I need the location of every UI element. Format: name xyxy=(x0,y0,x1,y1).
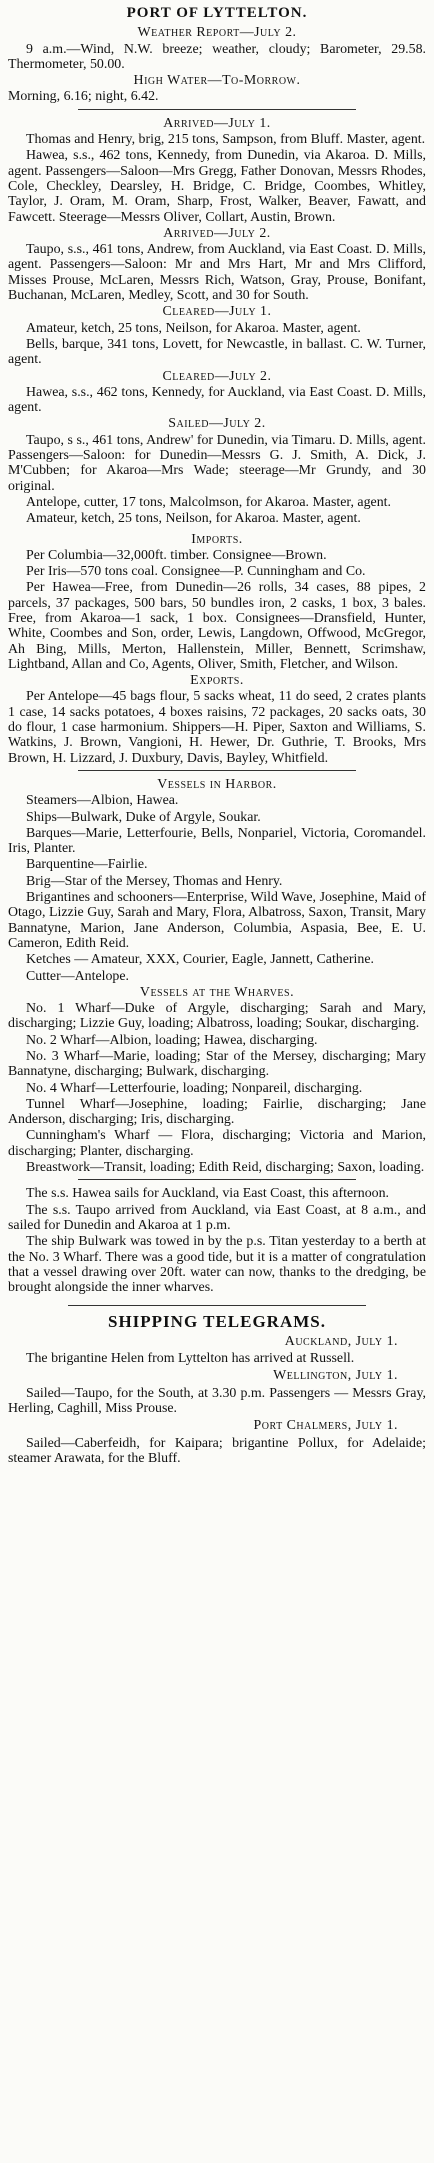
wharf-entry: No. 1 Wharf—Duke of Argyle, discharging; Sarah and Mary, discharging; Lizzie Guy, loading; Albatross, loading; Soukar, discharging. xyxy=(8,1001,426,1032)
shipping-entry: Taupo, s.s., 461 tons, Andrew, from Auckland, via East Coast. D. Mills, agent. Passengers—Saloon: Mr and Mrs Hart, Mr and Mrs Clifford, Misses Prouse, McLaren, Messrs Rich, Watson, Gray, Prouse, Bonifant, Buchanan, McLaren, Medley, Scott, and 30 for South. xyxy=(8,242,426,304)
vessel-list-entry: Barquentine—Fairlie. xyxy=(26,857,148,873)
shipping-entry: Amateur, ketch, 25 tons, Neilson, for Akaroa. Master, agent. xyxy=(26,320,361,336)
wharf-entry: Cunningham's Wharf — Flora, discharging; Victoria and Marion, discharging; Planter, discharging. xyxy=(8,1128,426,1159)
telegram-port-chalmers xyxy=(8,1418,426,1466)
sailed-heading: Sailed—July 2. xyxy=(168,416,266,432)
shipping-entry: Hawea, s.s., 462 tons, Kennedy, for Auckland, via East Coast. D. Mills, agent. xyxy=(8,384,426,416)
divider xyxy=(68,1305,366,1306)
vessels-in-harbor-heading: Vessels in Harbor. xyxy=(157,776,277,792)
high-water-heading: High Water—To-Morrow. xyxy=(133,73,301,89)
shipping-telegrams-title: SHIPPING TELEGRAMS. xyxy=(107,1312,326,1332)
sailed-section xyxy=(8,416,426,526)
arrived-july-1-heading: Arrived—July 1. xyxy=(163,115,271,131)
import-entry: Per Hawea—Free, from Dunedin—26 rolls, 34 cases, 88 pipes, 2 parcels, 37 packages, 500 bars, 50 bundles iron, 2 casks, 1 box, 3 bales. Free, from Akaroa—1 sack, 1 box. Consignees—Dransfield, Hunter, White, Coombes and Son, order, Lewis, Langdown, Offwood, McGregor, Ah Bing, Mills, Merton, Hallenstein, Miller, Bennett, Scrimshaw, Lightband, Allan and Co, Agents, Oliver, Smith, Fletcher, and Wilson. xyxy=(8,580,426,672)
weather-heading: Weather Report—July 2. xyxy=(137,25,297,41)
vessels-at-wharves-heading: Vessels at the Wharves. xyxy=(139,984,295,1000)
weather-line: 9 a.m.—Wind, N.W. breeze; weather, cloudy; Barometer, 29.58. Thermometer, 50.00. xyxy=(8,41,426,72)
shipping-entry: Antelope, cutter, 17 tons, Malcolmson, for Akaroa. Master, agent. xyxy=(26,494,391,510)
wharf-entry: Tunnel Wharf—Josephine, loading; Fairlie, discharging; Jane Anderson, discharging; Iris, discharging. xyxy=(8,1096,426,1128)
shipping-entry: Bells, barque, 341 tons, Lovett, for Newcastle, in ballast. C. W. Turner, agent. xyxy=(8,336,426,368)
telegram-auckland xyxy=(8,1334,426,1367)
arrived-july-2-heading: Arrived—July 2. xyxy=(163,225,271,241)
cleared-july-2-heading: Cleared—July 2. xyxy=(162,368,272,384)
telegram-wellington xyxy=(8,1368,426,1416)
import-entry: Per Iris—570 tons coal. Consignee—P. Cunningham and Co. xyxy=(26,564,366,580)
vessels-at-wharves-section xyxy=(8,985,426,1176)
cleared-july-2-section xyxy=(8,369,426,416)
arrived-july-2-section xyxy=(8,226,426,303)
vessel-list-entry: Ships—Bulwark, Duke of Argyle, Soukar. xyxy=(26,809,261,825)
telegram-text: Sailed—Caberfeidh, for Kaipara; brigantine Pollux, for Adelaide; steamer Arawata, for the Bluff. xyxy=(8,1435,426,1466)
wharf-entry: No. 2 Wharf—Albion, loading; Hawea, discharging. xyxy=(26,1032,318,1048)
vessel-list-entry: Brigantines and schooners—Enterprise, Wild Wave, Josephine, Maid of Otago, Lizzie Guy, Sarah and Mary, Flora, Albatross, Saxon, Transit, Mary Bannatyne, Marion, Jane Anderson, Columbia, Aspasia, Bee, E. U. Cameron, Edith Reid. xyxy=(8,890,426,951)
telegram-text: The brigantine Helen from Lyttelton has arrived at Russell. xyxy=(26,1351,355,1367)
wharf-entry: No. 3 Wharf—Marie, loading; Star of the Mersey, discharging; Mary Bannatyne, discharging; Bulwark, discharging. xyxy=(8,1049,426,1080)
vessel-list-entry: Brig—Star of the Mersey, Thomas and Henry. xyxy=(26,873,283,889)
telegram-dateline: Port Chalmers, July 1. xyxy=(253,1418,398,1434)
import-entry: Per Columbia—32,000ft. timber. Consignee—Brown. xyxy=(26,547,327,563)
shipping-entry: Taupo, s s., 461 tons, Andrew' for Dunedin, via Timaru. D. Mills, agent. Passengers—Saloon: for Dunedin—Messrs G. J. Smith, A. Dick, J. M'Cubben; for Akaroa—Mrs Wade; steerage—Mr Grundy, and 30 original. xyxy=(8,432,426,494)
divider xyxy=(78,109,356,110)
vessel-list-entry: Cutter—Antelope. xyxy=(26,968,129,984)
news-paragraph: The s.s. Hawea sails for Auckland, via East Coast, this afternoon. xyxy=(26,1186,390,1202)
news-paragraph: The ship Bulwark was towed in by the p.s. Titan yesterday to a berth at the No. 3 Wharf. There was a good tide, but it is a matter of congratulation that a vessel drawing over 20ft. water can now, thanks to the dredging, be brought alongside the inner wharves. xyxy=(8,1234,426,1296)
imports-section xyxy=(8,532,426,673)
wharf-entry: No. 4 Wharf—Letterfourie, loading; Nonpareil, discharging. xyxy=(26,1080,363,1096)
weather-section xyxy=(8,25,426,104)
telegram-dateline: Wellington, July 1. xyxy=(273,1368,398,1384)
news-paragraph: The s.s. Taupo arrived from Auckland, via East Coast, at 8 a.m., and sailed for Dunedin and Akaroa at 1 p.m. xyxy=(8,1202,426,1233)
cleared-july-1-heading: Cleared—July 1. xyxy=(162,304,272,320)
shipping-entry: Thomas and Henry, brig, 215 tons, Sampson, from Bluff. Master, agent. xyxy=(26,132,426,148)
divider xyxy=(78,1179,356,1180)
telegram-dateline: Auckland, July 1. xyxy=(284,1333,398,1349)
shipping-entry: Amateur, ketch, 25 tons, Neilson, for Akaroa. Master, agent. xyxy=(26,511,361,527)
export-entry: Per Antelope—45 bags flour, 5 sacks wheat, 11 do seed, 2 crates plants 1 case, 14 sacks potatoes, 4 boxes raisins, 72 packages, 20 sacks oats, 30 do flour, 1 case harmonium. Shippers—H. Piper, Saxton and Williams, S. Watkins, J. Brown, Vangioni, H. Hewer, Dr. Guthrie, T. Brooks, Mrs Brown, H. Lizzard, J. Duxbury, Davis, Bayley, Whitfield. xyxy=(8,689,426,766)
vessel-list-entry: Ketches — Amateur, XXX, Courier, Eagle, Jannett, Catherine. xyxy=(26,952,374,968)
telegram-text: Sailed—Taupo, for the South, at 3.30 p.m. Passengers — Messrs Gray, Herling, Caghill, Miss Prouse. xyxy=(8,1385,426,1416)
port-title: PORT OF LYTTELTON. xyxy=(126,5,308,21)
imports-heading: Imports. xyxy=(191,531,243,547)
wharf-entry: Breastwork—Transit, loading; Edith Reid, discharging; Saxon, loading. xyxy=(26,1160,425,1176)
vessel-list-entry: Barques—Marie, Letterfourie, Bells, Nonpariel, Victoria, Coromandel. Iris, Planter. xyxy=(8,825,426,857)
arrived-july-1-section xyxy=(8,116,426,225)
exports-heading: Exports. xyxy=(190,673,244,689)
exports-section xyxy=(8,673,426,766)
shipping-notes-section xyxy=(8,1186,426,1295)
shipping-entry: Hawea, s.s., 462 tons, Kennedy, from Dunedin, via Akaroa. D. Mills, agent. Passengers—Saloon—Mrs Gregg, Father Donovan, Messrs Rhodes, Cole, Checkley, Dearsley, H. Bridge, C. Bridge, Coombes, Whitley, Taylor, J. Oram, M. Oram, Sharp, Frost, Walker, Beaver, Fawatt, and Fawcett. Steerage—Messrs Oliver, Collart, Austin, Brown. xyxy=(8,148,426,225)
cleared-july-1-section xyxy=(8,304,426,367)
vessel-list-entry: Steamers—Albion, Hawea. xyxy=(26,793,179,809)
vessels-in-harbor-section xyxy=(8,777,426,984)
divider xyxy=(78,770,356,771)
high-water-line: Morning, 6.16; night, 6.42. xyxy=(8,89,159,105)
